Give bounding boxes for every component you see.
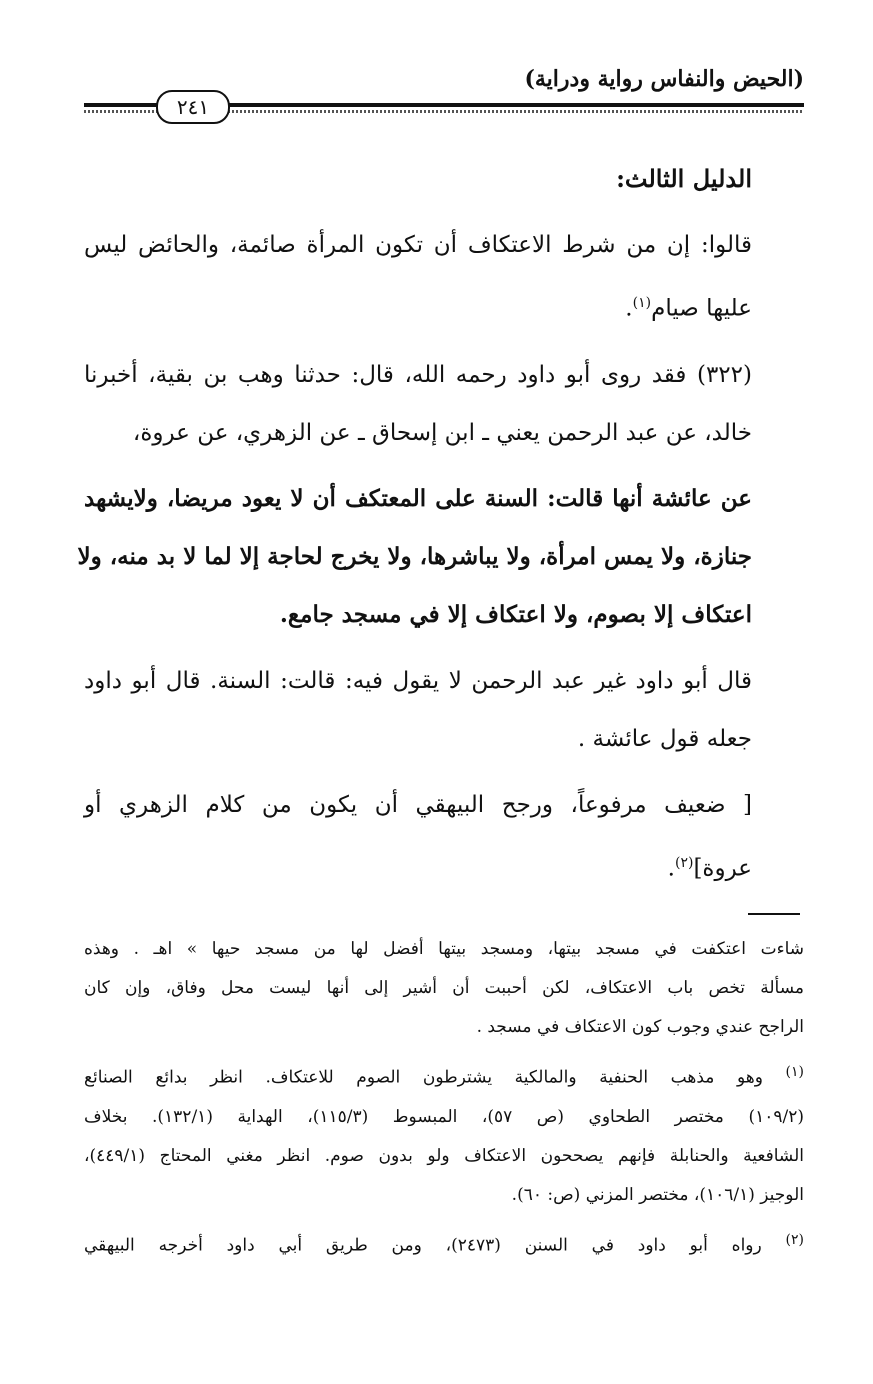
paragraph-line: جعله قول عائشة .: [577, 725, 752, 752]
running-title: (الحيض والنفاس رواية ودراية): [524, 66, 804, 92]
hadith-line: جنازة، ولا يمس امرأة، ولا يباشرها، ولا يخرج لحاجة إلا لما لا بد منه، ولا: [77, 542, 752, 570]
paragraph-line: قال أبو داود غير عبد الرحمن لا يقول فيه: قالت: السنة. قال أبو داود: [84, 667, 752, 694]
text-span: عروة]: [693, 855, 752, 882]
footnote-marker: (١): [785, 1064, 804, 1080]
text-span: عليها صيام: [651, 295, 752, 322]
punctuation: .: [625, 295, 633, 322]
punctuation: .: [667, 855, 675, 882]
hadith-line: عن عائشة أنها قالت: السنة على المعتكف أن لا يعود مريضا، ولايشهد: [84, 484, 752, 512]
footnote-line: الراجح عندي وجوب كون الاعتكاف في مسجد .: [476, 1017, 804, 1037]
footnote-marker: (٢): [785, 1231, 804, 1248]
page-header: [84, 66, 804, 126]
footnote-line: شاءت اعتكفت في مسجد بيتها، ومسجد بيتها أفضل لها من مسجد حيها » اهـ . وهذه: [84, 939, 804, 959]
grading-line: [ ضعيف مرفوعاً، ورجح البيهقي أن يكون من كلام الزهري أو: [84, 791, 752, 818]
hadith-line: اعتكاف إلا بصوم، ولا اعتكاف إلا في مسجد جامع.: [279, 600, 752, 628]
text-span: وهو مذهب الحنفية والمالكية يشترطون الصوم للاعتكاف. انظر بدائع الصنائع: [84, 1067, 763, 1088]
page-number: ٢٤١: [156, 90, 230, 124]
text-span: رواه أبو داود في السنن (٢٤٧٣)، ومن طريق أبي داود أخرجه البيهقي: [84, 1235, 762, 1256]
footnote-line: [84, 1221, 804, 1266]
grading-line: [84, 834, 752, 898]
footnote-ref: (٢): [674, 854, 694, 871]
main-text: [77, 150, 752, 897]
footnote-line: الشافعية والحنابلة فإنهم يصححون الاعتكاف ولو بدون صوم. انظر مغني المحتاج (٤٤٩/١)،: [84, 1145, 804, 1166]
footnotes: [84, 930, 804, 1265]
footnote-line: [84, 1053, 804, 1098]
paragraph-line: خالد، عن عبد الرحمن يعني ـ ابن إسحاق ـ عن الزهري، عن عروة،: [132, 419, 752, 446]
footnote-line: مسألة تخص باب الاعتكاف، لكن أحببت أن أشير إلى أنها ليست محل وفاق، وإن كان: [84, 978, 804, 998]
footnote-ref: (١): [632, 295, 652, 311]
footnote-line: الوجيز (١٠٦/١)، مختصر المزني (ص: ٦٠).: [511, 1184, 804, 1205]
footnote-separator: [748, 913, 800, 915]
paragraph-line: (٣٢٢) فقد روى أبو داود رحمه الله، قال: حدثنا وهب بن بقية، أخبرنا: [84, 361, 752, 388]
footnote-line: (١٠٩/٢) مختصر الطحاوي (ص ٥٧)، المبسوط (١١٥/٣)، الهداية (١٣٢/١). بخلاف: [84, 1106, 804, 1127]
paragraph-line: [84, 274, 752, 338]
paragraph-line: قالوا: إن من شرط الاعتكاف أن تكون المرأة صائمة، والحائض ليس: [84, 232, 752, 258]
section-heading: الدليل الثالث:: [616, 164, 752, 193]
